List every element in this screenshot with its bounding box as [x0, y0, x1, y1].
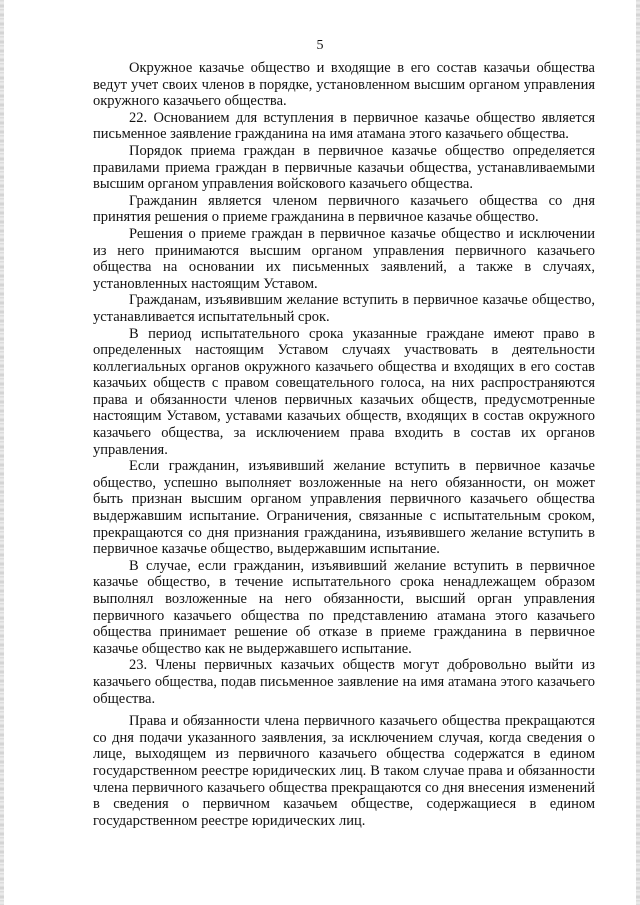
scan-edge-right: [636, 0, 640, 905]
page-number: 5: [316, 38, 324, 53]
paragraph: Если гражданин, изъявивший желание вступить в первичное казачье общество, успешно выполняет возложенные на него обязанности, он может быть признан высшим органом управления первичного казачьего общества выдержавшим испытание. Ограничения, связанные с испытательным сроком, прекращаются со дня признания гражданина, изъявившего желание вступить в первичное казачье общество, выдержавшим испытание.: [93, 458, 595, 558]
paragraph: 23. Члены первичных казачьих обществ могут добровольно выйти из казачьего общества, подав письменное заявление на имя атамана этого казачьего общества.: [93, 657, 595, 707]
paragraph: В период испытательного срока указанные граждане имеют право в определенных настоящим Уставом случаях участвовать в деятельности коллегиальных органов окружного казачьего общества и входящих в его состав казачьих обществ с правом совещательного голоса, на них распространяются права и обязанности членов первичных казачьих обществ, предусмотренные настоящим Уставом, уставами казачьих обществ, входящих в состав окружного казачьего общества, за исключением права входить в состав их органов управления.: [93, 325, 595, 458]
paragraph: Окружное казачье общество и входящие в его состав казачьи общества ведут учет своих членов в порядке, установленном высшим органом управления окружного казачьего общества.: [93, 60, 595, 110]
document-body: [93, 60, 595, 829]
paragraph: Порядок приема граждан в первичное казачье общество определяется правилами приема граждан в первичные казачьи общества, устанавливаемыми высшим органом управления войскового казачьего общества.: [93, 142, 595, 193]
paragraph: Права и обязанности члена первичного казачьего общества прекращаются со дня подачи указанного заявления, за исключением случая, когда сведения о лице, выходящем из первичного казачьего общества содержатся в едином государственном реестре юридических лиц. В таком случае права и обязанности члена первичного казачьего общества прекращаются со дня внесения изменений в сведения о первичном казачьем обществе, содержащиеся в едином государственном реестре юридических лиц.: [93, 713, 595, 829]
paragraph: В случае, если гражданин, изъявивший желание вступить в первичное казачье общество, в течение испытательного срока ненадлежащем образом выполнял возложенные на него обязанности, высший орган управления первичного казачьего общества по представлению атамана этого казачьего общества принимает решение об отказе в приеме гражданина в первичное казачье общество как не выдержавшего испытание.: [93, 557, 595, 657]
paragraph: 22. Основанием для вступления в первичное казачье общество является письменное заявление гражданина на имя атамана этого казачьего общества.: [93, 109, 595, 143]
paragraph: Решения о приеме граждан в первичное казачье общество и исключении из него принимаются высшим органом управления первичного казачьего общества на основании их письменных заявлений, а также в случаях, установленных настоящим Уставом.: [93, 225, 595, 292]
paragraph: Гражданин является членом первичного казачьего общества со дня принятия решения о приеме гражданина в первичное казачье общество.: [93, 192, 595, 226]
paragraph: Гражданам, изъявившим желание вступить в первичное казачье общество, устанавливается испытательный срок.: [93, 292, 595, 325]
scan-edge-left: [0, 0, 4, 905]
